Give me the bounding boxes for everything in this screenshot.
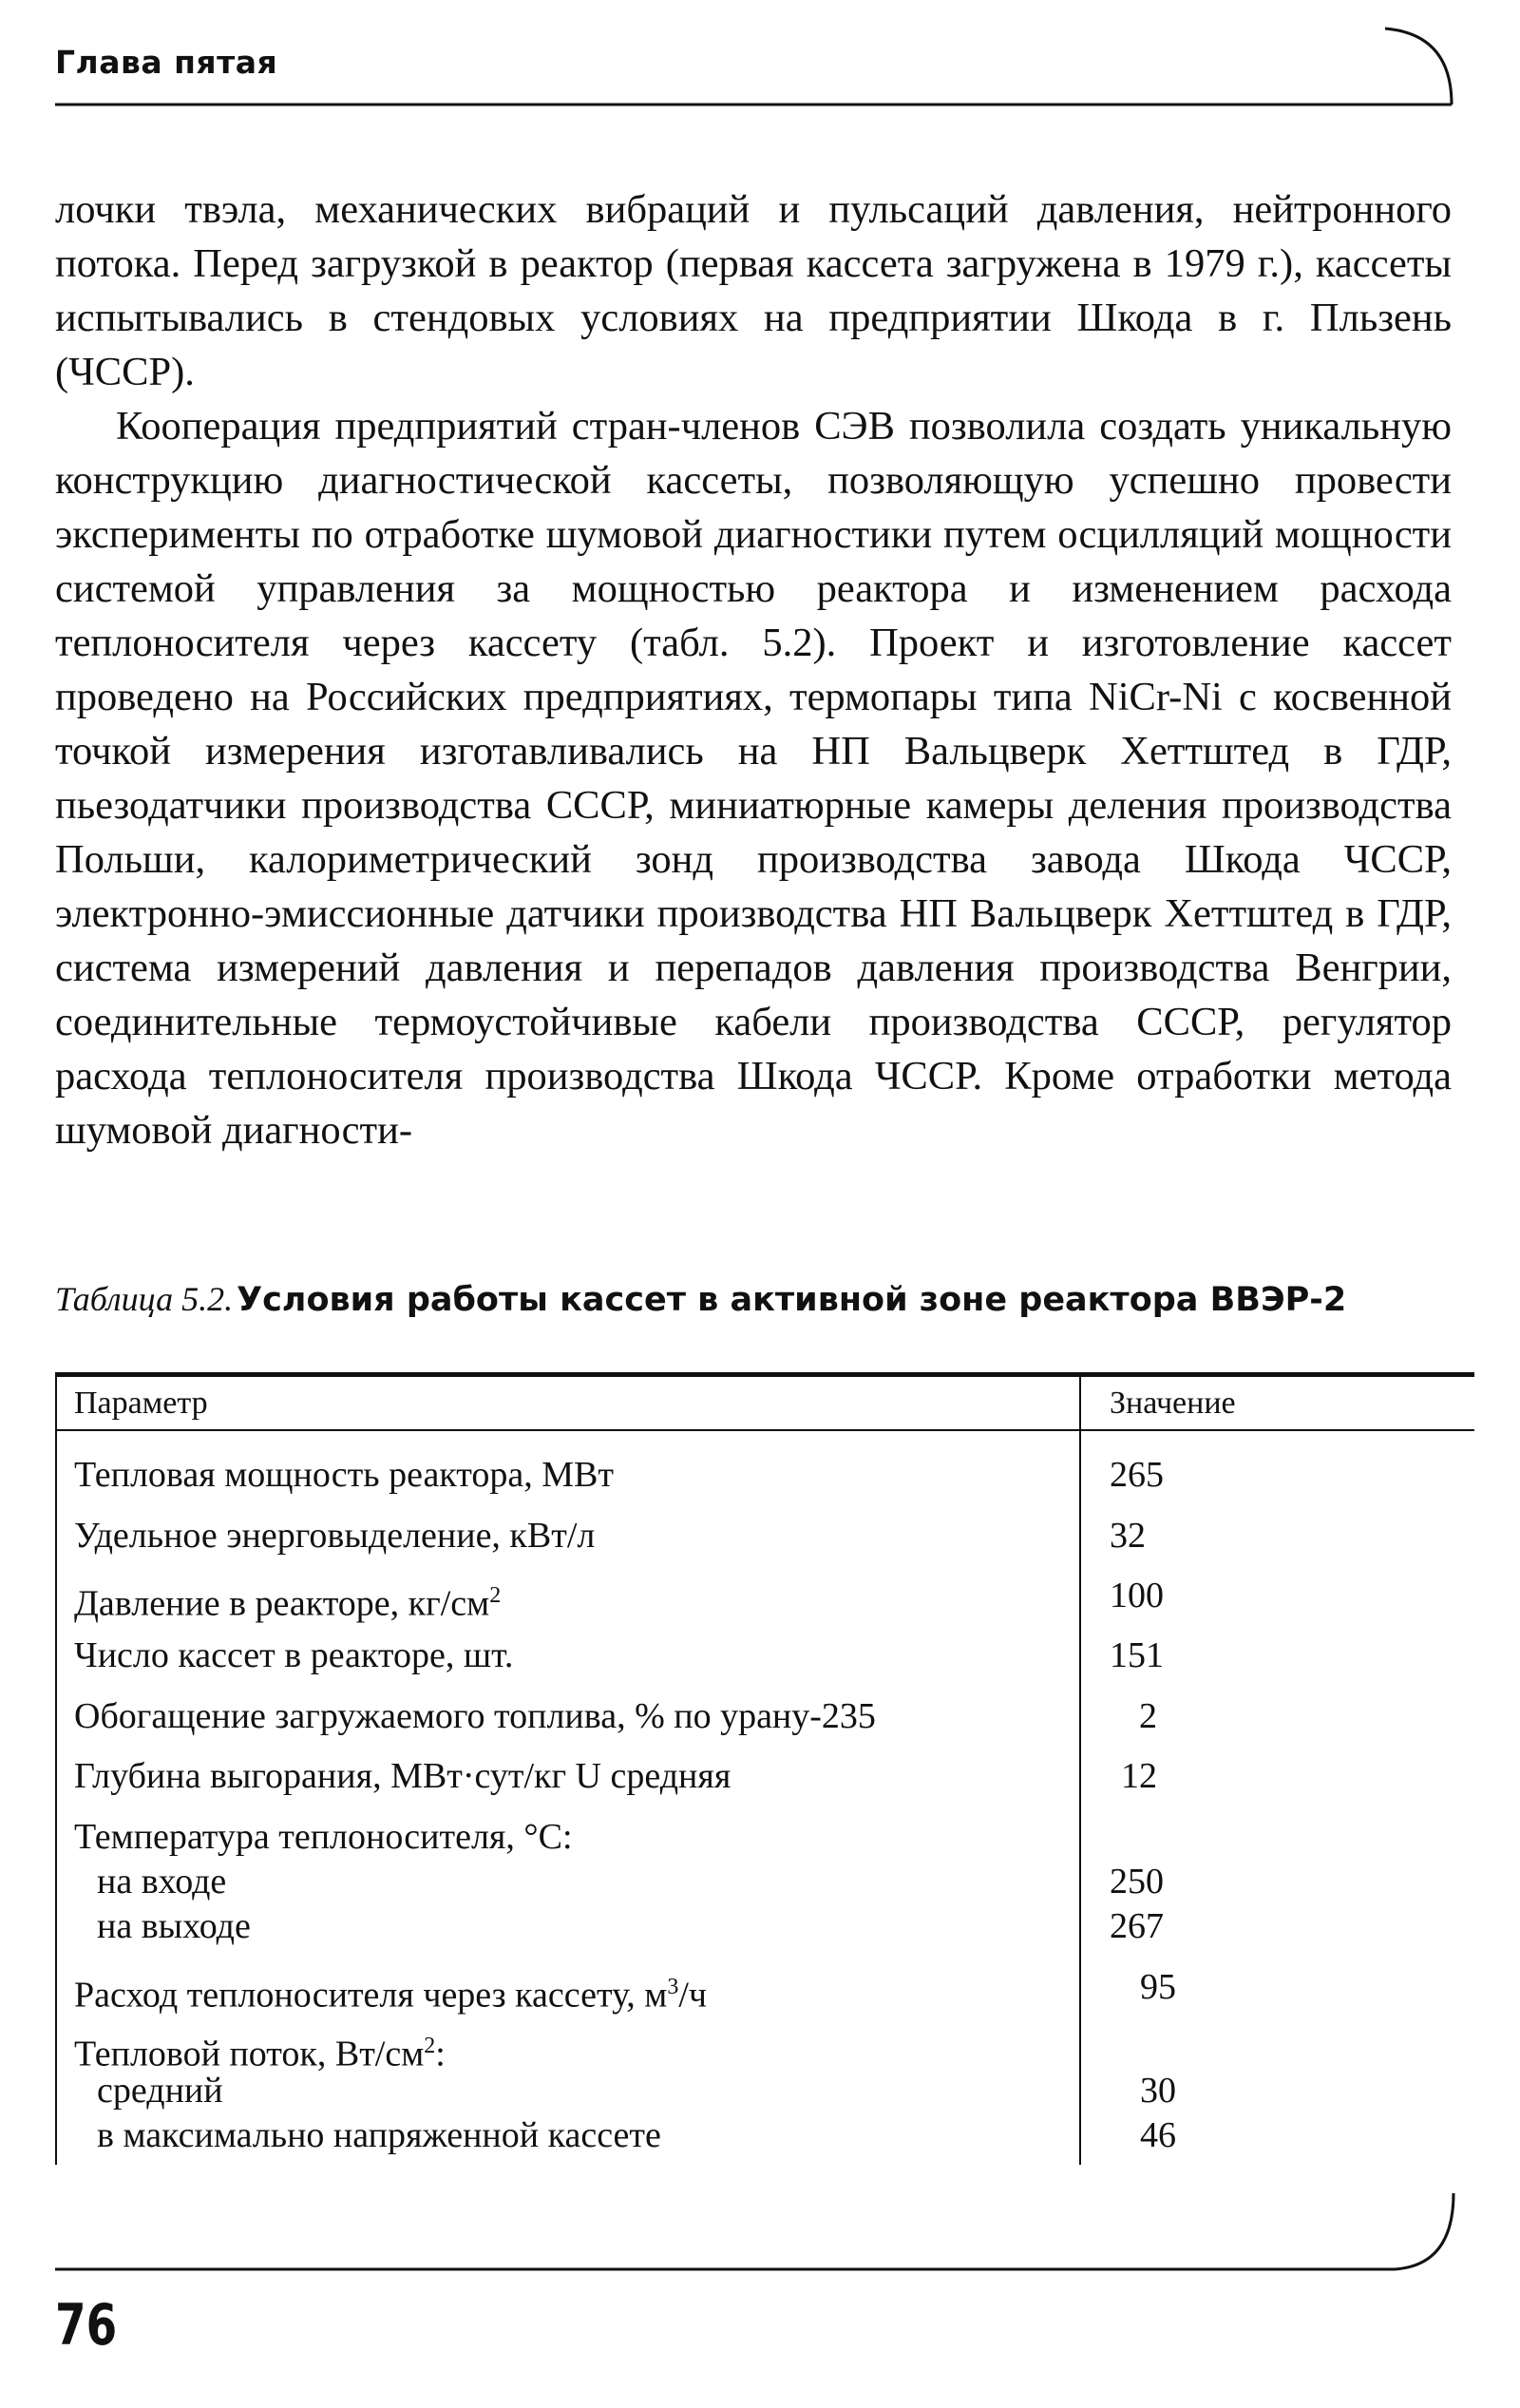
row-value: 2 <box>1139 1696 1157 1736</box>
row-value: 267 <box>1110 1906 1164 1946</box>
row-param: Удельное энерговыделение, кВт/л <box>74 1516 596 1556</box>
row-param: Тепловая мощность реактора, МВт <box>74 1455 614 1495</box>
row-value: 100 <box>1110 1576 1164 1615</box>
chapter-title: Глава пятая <box>55 44 278 81</box>
table-caption-label: Таблица 5.2. <box>55 1280 234 1318</box>
row-value: 250 <box>1110 1862 1164 1902</box>
row-param: Число кассет в реакторе, шт. <box>74 1635 514 1675</box>
row-param: в максимально напряженной кассете <box>97 2115 661 2155</box>
row-value: 32 <box>1110 1516 1146 1556</box>
parameters-table <box>55 1372 1474 2165</box>
row-value: 95 <box>1140 1967 1176 2007</box>
column-header-value: Значение <box>1110 1386 1236 1421</box>
table-top-rule <box>55 1372 1474 1377</box>
row-value: 12 <box>1121 1756 1157 1796</box>
row-value: 151 <box>1110 1635 1164 1675</box>
row-value: 30 <box>1140 2071 1176 2111</box>
row-value: 265 <box>1110 1455 1164 1495</box>
row-param: на выходе <box>97 1906 251 1946</box>
table-caption <box>55 1279 1452 1319</box>
row-param: средний <box>97 2071 223 2111</box>
row-param: на входе <box>97 1862 227 1902</box>
body-text <box>55 182 1452 1157</box>
row-param: Глубина выгорания, МВт·сут/кг U средняя <box>74 1756 732 1796</box>
table-left-rule <box>55 1372 57 2165</box>
page-number: 76 <box>55 2292 118 2359</box>
row-value: 46 <box>1140 2115 1176 2155</box>
row-param: Обогащение загружаемого топлива, % по урану-235 <box>74 1696 876 1736</box>
column-header-param: Параметр <box>74 1386 208 1421</box>
row-param: Температура теплоносителя, °С: <box>74 1817 573 1857</box>
footer-rule <box>55 2193 1454 2269</box>
paragraph-2: Кооперация предприятий стран-членов СЭВ позволила создать уникальную конструкцию диагностической кассеты, позволяющую успешно провести эксперименты по отработке шумовой диагностики путем осцилляций мощности системой управления за мощностью реактора и изменением расхода теплоносителя через кассету (табл. 5.2). Проект и изготовление кассет проведено на Российских предприятиях, термопары типа NiCr-Ni с косвенной точкой измерения изготавливались на НП Вальцверк Хеттштед в ГДР, пьезодатчики производства СССР, миниатюрные камеры деления производства Польши, калориметрический зонд производства завода Шкода ЧССР, электронно-эмиссионные датчики производства НП Вальцверк Хеттштед в ГДР, система измерений давления и перепадов давления производства Венгрии, соединительные термоустойчивые кабели производства СССР, регулятор расхода теплоносителя производства Шкода ЧССР. Кроме отработки метода шумовой диагности- <box>55 404 1452 1153</box>
row-param: Давление в реакторе, $кг/см^2$ <box>74 1583 502 1624</box>
paragraph-1: лочки твэла, механических вибраций и пульсаций давления, нейтронного потока. Перед загрузкой в реактор (первая кассета загружена в 1979 г.), кассеты испытывались в стендовых условиях на предприятии Шкода в г. Пльзень (ЧССР). <box>55 187 1452 394</box>
table-header-rule <box>55 1429 1474 1431</box>
row-param: Расход теплоносителя через кассету, $м^3/ч$ <box>74 1975 707 2016</box>
table-column-divider <box>1079 1372 1081 2165</box>
table-caption-title: Условия работы кассет в активной зоне реактора ВВЭР-2 <box>237 1281 1347 1319</box>
row-param: Тепловой поток, $Вт/см^2$: <box>74 2034 446 2074</box>
